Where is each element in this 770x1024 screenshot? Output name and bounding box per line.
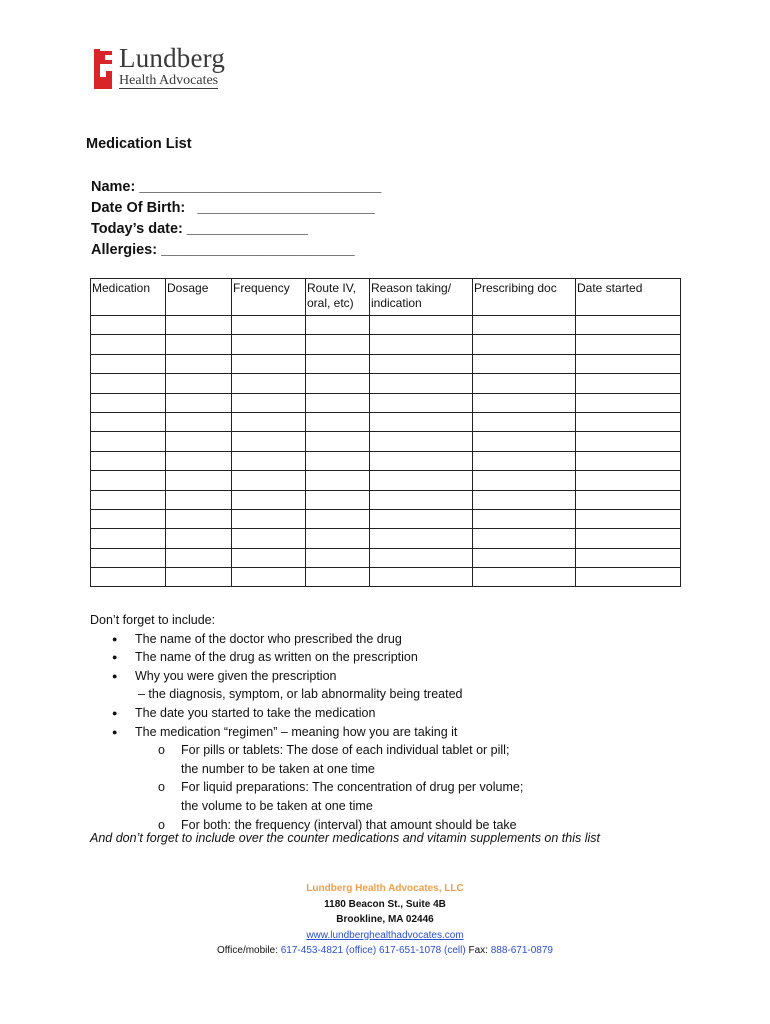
- logo-subtitle: Health Advocates: [119, 73, 219, 88]
- table-cell[interactable]: [576, 568, 681, 587]
- table-cell[interactable]: [91, 568, 166, 587]
- table-cell[interactable]: [166, 451, 232, 470]
- table-cell[interactable]: [370, 490, 473, 509]
- table-cell[interactable]: [576, 432, 681, 451]
- footer-contact: [0, 943, 770, 959]
- header-prescribing-doc: Prescribing doc: [473, 279, 576, 316]
- table-cell[interactable]: [232, 335, 306, 354]
- table-cell[interactable]: [576, 316, 681, 335]
- table-row: [91, 490, 681, 509]
- table-cell[interactable]: [166, 393, 232, 412]
- table-row: [91, 374, 681, 393]
- table-cell[interactable]: [91, 509, 166, 528]
- table-cell[interactable]: [370, 529, 473, 548]
- table-cell[interactable]: [306, 393, 370, 412]
- table-cell[interactable]: [473, 471, 576, 490]
- table-cell[interactable]: [473, 412, 576, 431]
- header-route-line2: oral, etc): [307, 296, 354, 310]
- table-cell[interactable]: [473, 374, 576, 393]
- table-cell[interactable]: [576, 412, 681, 431]
- table-cell[interactable]: [576, 393, 681, 412]
- table-cell[interactable]: [91, 490, 166, 509]
- table-cell[interactable]: [232, 471, 306, 490]
- table-cell[interactable]: [306, 335, 370, 354]
- table-cell[interactable]: [91, 354, 166, 373]
- header-route-line1: Route IV,: [307, 281, 356, 295]
- table-cell[interactable]: [306, 509, 370, 528]
- table-cell[interactable]: [166, 568, 232, 587]
- table-row: [91, 509, 681, 528]
- dob-field[interactable]: Date Of Birth: ______________________: [91, 200, 375, 216]
- table-row: [91, 471, 681, 490]
- table-cell[interactable]: [370, 451, 473, 470]
- company-logo: [92, 43, 252, 92]
- footer-company: Lundberg Health Advocates, LLC: [306, 883, 464, 894]
- table-cell[interactable]: [91, 335, 166, 354]
- table-cell[interactable]: [166, 374, 232, 393]
- table-cell[interactable]: [91, 316, 166, 335]
- website-link[interactable]: www.lundberghealthadvocates.com: [306, 929, 464, 941]
- table-cell[interactable]: [306, 412, 370, 431]
- table-cell[interactable]: [166, 490, 232, 509]
- table-cell[interactable]: [306, 374, 370, 393]
- table-cell[interactable]: [370, 432, 473, 451]
- table-cell[interactable]: [91, 471, 166, 490]
- name-field[interactable]: Name: ______________________________: [91, 179, 382, 195]
- table-cell[interactable]: [232, 374, 306, 393]
- header-frequency: Frequency: [232, 279, 306, 316]
- list-item: ● The name of the drug as written on the prescription: [90, 648, 730, 667]
- table-cell[interactable]: [166, 529, 232, 548]
- table-cell[interactable]: [576, 451, 681, 470]
- table-cell[interactable]: [232, 393, 306, 412]
- notes-intro: Don’t forget to include:: [90, 613, 216, 627]
- table-cell[interactable]: [473, 432, 576, 451]
- office-phone[interactable]: 617-453-4821 (office): [280, 945, 377, 956]
- sub-list-item: o For both: the frequency (interval) that amount should be take: [90, 816, 730, 835]
- sub-list-item-continuation: the volume to be taken at one time: [181, 798, 373, 813]
- table-cell[interactable]: [232, 509, 306, 528]
- table-row: [91, 393, 681, 412]
- table-cell[interactable]: [306, 490, 370, 509]
- table-cell[interactable]: [91, 548, 166, 567]
- table-cell[interactable]: [370, 354, 473, 373]
- table-cell[interactable]: [166, 509, 232, 528]
- table-cell[interactable]: [306, 471, 370, 490]
- table-cell[interactable]: [576, 490, 681, 509]
- table-cell[interactable]: [473, 568, 576, 587]
- allergies-field[interactable]: Allergies: ________________________: [91, 242, 355, 258]
- reminder-list: [90, 630, 730, 835]
- table-cell[interactable]: [576, 509, 681, 528]
- footer-address-line2: Brookline, MA 02446: [336, 914, 434, 925]
- medication-table-body: [91, 316, 681, 587]
- table-cell[interactable]: [166, 548, 232, 567]
- reminder-notes: [90, 611, 730, 834]
- table-cell[interactable]: [473, 529, 576, 548]
- sub-list-item-continuation: the number to be taken at one time: [181, 761, 375, 776]
- table-cell[interactable]: [91, 529, 166, 548]
- table-row: [91, 335, 681, 354]
- table-cell[interactable]: [370, 471, 473, 490]
- table-cell[interactable]: [166, 432, 232, 451]
- table-cell[interactable]: [306, 529, 370, 548]
- table-cell[interactable]: [473, 451, 576, 470]
- header-dosage: Dosage: [166, 279, 232, 316]
- table-cell[interactable]: [232, 490, 306, 509]
- table-cell[interactable]: [370, 548, 473, 567]
- fax-label: Fax:: [468, 945, 488, 956]
- list-item-continuation: – the diagnosis, symptom, or lab abnormality being treated: [138, 687, 463, 702]
- table-cell[interactable]: [306, 354, 370, 373]
- table-cell[interactable]: [166, 471, 232, 490]
- table-cell[interactable]: [473, 490, 576, 509]
- table-cell[interactable]: [370, 509, 473, 528]
- list-item: ● The name of the doctor who prescribed the drug: [90, 630, 730, 649]
- sub-list-item: o For liquid preparations: The concentration of drug per volume;: [90, 778, 730, 797]
- table-row: [91, 432, 681, 451]
- table-cell[interactable]: [576, 548, 681, 567]
- table-cell[interactable]: [370, 393, 473, 412]
- page-title: Medication List: [86, 136, 192, 152]
- table-cell[interactable]: [473, 393, 576, 412]
- header-date-started: Date started: [576, 279, 681, 316]
- medication-table: [90, 278, 681, 587]
- cell-phone[interactable]: 617-651-1078 (cell): [378, 945, 466, 956]
- table-cell[interactable]: [91, 374, 166, 393]
- table-header-row: [91, 279, 681, 316]
- table-row: [91, 316, 681, 335]
- table-cell[interactable]: [576, 471, 681, 490]
- closing-note: And don’t forget to include over the counter medications and vitamin supplements on this list: [90, 831, 601, 845]
- table-cell[interactable]: [473, 316, 576, 335]
- table-cell[interactable]: [91, 393, 166, 412]
- list-item: ● Why you were given the prescription: [90, 667, 730, 686]
- table-cell[interactable]: [232, 529, 306, 548]
- table-cell[interactable]: [576, 529, 681, 548]
- table-row: [91, 354, 681, 373]
- list-item: ● The date you started to take the medication: [90, 704, 730, 723]
- table-cell[interactable]: [166, 354, 232, 373]
- table-cell[interactable]: [473, 354, 576, 373]
- table-cell[interactable]: [370, 412, 473, 431]
- table-row: [91, 548, 681, 567]
- table-cell[interactable]: [473, 335, 576, 354]
- footer: [0, 881, 770, 959]
- header-reason: [370, 279, 473, 316]
- table-cell[interactable]: [232, 316, 306, 335]
- table-row: [91, 451, 681, 470]
- table-cell[interactable]: [91, 432, 166, 451]
- footer-address-line1: 1180 Beacon St., Suite 4B: [324, 898, 446, 910]
- table-cell[interactable]: [91, 412, 166, 431]
- header-reason-line2: indication: [371, 296, 422, 310]
- logo-name: Lundberg: [119, 43, 226, 73]
- table-cell[interactable]: [306, 316, 370, 335]
- table-cell[interactable]: [306, 568, 370, 587]
- table-cell[interactable]: [473, 509, 576, 528]
- fax-number[interactable]: 888-671-0879: [490, 945, 553, 956]
- list-item: ● The medication “regimen” – meaning how you are taking it: [90, 723, 730, 742]
- table-cell[interactable]: [232, 354, 306, 373]
- table-cell[interactable]: [306, 548, 370, 567]
- table-cell[interactable]: [370, 335, 473, 354]
- today-date-field[interactable]: Today’s date: _______________: [91, 221, 308, 237]
- sub-list-item: o For pills or tablets: The dose of each individual tablet or pill;: [90, 741, 730, 760]
- table-cell[interactable]: [370, 316, 473, 335]
- patient-fields: [91, 177, 381, 261]
- table-cell[interactable]: [232, 412, 306, 431]
- table-cell[interactable]: [232, 451, 306, 470]
- table-cell[interactable]: [306, 451, 370, 470]
- table-cell[interactable]: [232, 568, 306, 587]
- table-cell[interactable]: [576, 354, 681, 373]
- table-row: [91, 529, 681, 548]
- header-medication: Medication: [91, 279, 166, 316]
- table-cell[interactable]: [306, 432, 370, 451]
- header-route: [306, 279, 370, 316]
- table-cell[interactable]: [91, 451, 166, 470]
- table-cell[interactable]: [576, 374, 681, 393]
- header-reason-line1: Reason taking/: [371, 281, 452, 295]
- table-cell[interactable]: [370, 374, 473, 393]
- table-cell[interactable]: [166, 412, 232, 431]
- table-cell[interactable]: [576, 335, 681, 354]
- table-cell[interactable]: [370, 568, 473, 587]
- office-label: Office/mobile:: [217, 945, 278, 956]
- table-cell[interactable]: [232, 548, 306, 567]
- table-cell[interactable]: [166, 316, 232, 335]
- table-cell[interactable]: [166, 335, 232, 354]
- logo-mark-icon: [92, 49, 114, 89]
- table-cell[interactable]: [473, 548, 576, 567]
- table-cell[interactable]: [232, 432, 306, 451]
- table-row: [91, 568, 681, 587]
- table-row: [91, 412, 681, 431]
